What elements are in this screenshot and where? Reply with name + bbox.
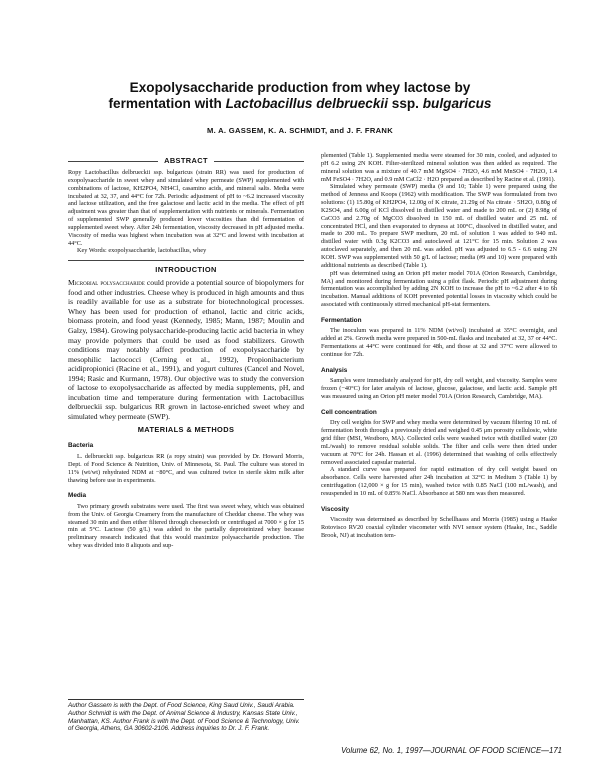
abstract-heading-text: ABSTRACT <box>164 156 208 165</box>
cell-concentration-text-1: Dry cell weights for SWP and whey media were determined by vacuum filtering 10 mL of fermentation broth through a previously dried and weighed 0.45 μm porosity cellulosic, white grid filter (MSI, Westboro, MA). Collected cells were washed twice with distilled water (20 mL/wash) to remove residual soluble solids. The filter and cells were then dried under vacuum at 70°C for 24h. Hassan et al. (1996) determined that washing of cells effectively removed associated capsular material. <box>321 419 557 466</box>
title-species: Lactobacillus delbrueckii <box>225 96 388 111</box>
viscosity-text: Viscosity was determined as described by Schellhaass and Morris (1985) using a Haake Rotovisco RV20 coaxial cylinder viscometer with NVI sensor system (Haake, Inc., Saddle Brook, NJ) at incubation tem- <box>321 516 557 539</box>
introduction-heading <box>68 266 304 274</box>
keywords: Key Words: exopolysaccharide, lactobacillus, whey <box>77 247 207 255</box>
right-column <box>321 152 557 540</box>
abstract-text: Ropy Lactobacillus delbrueckii ssp. bulgaricus (strain RR) was used for production of exopolysaccharide in sweet whey and simulated whey permeate (SWP) supplemented with combinations of lactose, KH2PO4, NH4Cl, casamino acids, and mineral salts. Media were incubated at 32, 37, and 44°C for 72h. Periodic adjustment of pH to ~6.2 increased viscosity and lactose utilization, and the free galactose and lactic acid in the media. The effect of pH adjustment was greater than that of supplementation with nutrients or minerals. Fermentation of supplemented SWP generally produced lower viscosities than did fermentation of supplemented sweet whey. After 24h fermentation, viscosity decreased in pH adjusted media. Viscosity of media was highest when incubation was at 32°C and lowest with incubation at 44°C. <box>68 169 304 247</box>
abstract-heading <box>68 157 304 165</box>
cell-concentration-text-2: A standard curve was prepared for rapid estimation of dry cell weight based on absorbance. Cells were harvested after 24h incubation at 32°C in Medium 3 (Table 1) by centrifugation (12,000 × g for 15 min), washed twice with 0.85 NaCl (100 mL/wash), and resuspended in 10 mL of 0.85% NaCl. Absorbance at 580 nm was then measured. <box>321 466 557 497</box>
methods-heading <box>68 426 304 434</box>
abstract-rule <box>68 260 304 261</box>
introduction-text <box>68 278 304 421</box>
left-column <box>68 152 304 550</box>
author-list: M. A. GASSEM, K. A. SCHMIDT, and J. F. FRANK <box>206 126 394 135</box>
media-continued-text: plemented (Table 1). Supplemented media were steamed for 30 min, cooled, and adjusted to pH 6.2 using 2N KOH. Filter-sterilized mineral solution was then added as required. The mineral solution was a mixture of 40.7 mM MgSO4 · 7H2O, 4.6 mM MnSO4 · 7H2O, 1.4 mM FeSO4 · 7H2O, and 0.9 mM CaCl2 · H2O prepared as described by Racine et al. (1991). <box>321 152 557 183</box>
media-text: Two primary growth substrates were used. The first was sweet whey, which was obtained from the Univ. of Georgia Creamery from the manufacture of Cheddar cheese. The whey was steamed 30 min and then either filtered through cheesecloth or centrifuged at 7000 × g for 15 min at 5°C. Lactose (50 g/L) was added to the partially deproteinized whey because preliminary research indicated that this would maximize polysaccharide production. The whey was divided into 8 aliquots and sup- <box>68 502 304 550</box>
introduction-body: could provide a potential source of biopolymers for food and other industries. Cheese whey is produced in high amounts and thus is readily available for use as a substrate for biotechnological processes. Whey has been used for production of ethanol, lactic and citric acids, biomass protein, and food yeast (Kennedy, 1985; Mann, 1987; Moulin and Galzy, 1984). Growing polysaccharide-producing lactic acid bacteria in whey may provide polymers that could be used as food stabilizers. Growth conditions may notably affect production of exopolysaccharide by mesophilic lactococci (Cerning et al., 1992), Propionibacterium acidipropionici (Racine et al., 1991), and yogurt cultures (Cancel and Novel, 1994; Rasic and Kurmann, 1978). Our objective was to study the conversion of lactose to exopolysaccharide as affected by media supplements, pH, and incubation time and temperature during fermentation with Lactobacillus delbrueckii ssp. bulgaricus RR grown in lactose-enriched sweet whey and simulated whey permeate (SWP). <box>68 278 304 421</box>
page-footer: Volume 62, No. 1, 1997—JOURNAL OF FOOD SCIENCE—171 <box>341 746 562 755</box>
title-subspecies: bulgaricus <box>422 96 492 111</box>
paper-title <box>40 80 560 112</box>
bacteria-text: L. delbrueckii ssp. bulgaricus RR (a ropy strain) was provided by Dr. Howard Morris, Dept. of Food Science & Nutrition, Univ. of Minnesota, St. Paul. The culture was stored in 11% (wt/wt) rehydrated NDM at −80°C, and was cultured twice in sterile skim milk after thawing before use in experiments. <box>68 452 304 484</box>
fermentation-text: The inoculum was prepared in 11% NDM (wt/vol) incubated at 35°C overnight, and added at 2%. Growth media were prepared in 500-mL flasks and incubated at 32, 37 or 44°C. Fermentations at 44°C were continued for 48h, and those at 32 and 37°C were allowed to continue for 72h. <box>321 327 557 358</box>
introduction-lead: Microbial polysaccharide <box>68 278 145 288</box>
viscosity-heading: Viscosity <box>321 505 349 513</box>
swp-text: Simulated whey permeate (SWP) media (9 and 10; Table 1) were prepared using the method of Jenness and Koops (1962) with modification. The SWP was formulated from two solutions: (1) 15.80g of KH2PO4, 12.00g of K citrate, 21.29g of Na citrate · 5H2O, 0.80g of K2SO4, and 6.00g of KCl dissolved in distilled water and made to 200 mL or (2) 8.98g of CaCO3 and 2.70g of MgCO3 dissolved in 150 mL of distilled water and 25 mL of concentrated HCl, and then evaporated to dryness at 100°C, dissolved in distilled water, and made to 200 mL. To prepare SWP medium, 20 mL of solution 1 was added to 940 mL distilled water with 0.3g K2CO3 and autoclaved at 121°C for 15 min. Solution 2 was autoclaved separately, and then 20 mL was added. pH was adjusted to 6.5 - 6.6 using 2N KOH. SWP was supplemented with 50 g/L of lactose; media (#9 and 10) were prepared with additional nutrients as described (Table 1). <box>321 183 557 269</box>
analysis-heading: Analysis <box>321 366 348 374</box>
fermentation-heading: Fermentation <box>321 316 362 324</box>
ph-text: pH was determined using an Orion pH meter model 701A (Orion Research, Cambridge, MA) and monitored during fermentation using a pilot flask. Periodic pH adjustment during fermentation was accomplished by adding 2N KOH to increase the pH to ~6.2 after 4 to 6h incubation. Manual additions of KOH prevented potential losses in viscosity which could be associated with continuously stirred mechanical pH-stat fermenters. <box>321 269 557 309</box>
cell-concentration-heading: Cell concentration <box>321 408 377 416</box>
title-line-2-prefix: fermentation with <box>108 96 226 111</box>
introduction-heading-text: INTRODUCTION <box>155 265 217 275</box>
title-line-2 <box>40 96 560 112</box>
title-ssp: ssp. <box>387 96 423 111</box>
analysis-text: Samples were immediately analyzed for pH, dry cell weight, and viscosity. Samples were frozen (−40°C) for later analysis of lactose, glucose, galactose, and lactic acid. Sample pH was measured using an Orion pH meter model 701A (Orion Research, Cambridge, MA). <box>321 377 557 400</box>
author-footnote: Author Gassem is with the Dept. of Food Science, King Saud Univ., Saudi Arabia. Author Schmidt is with the Dept. of Animal Science & Industry, Kansas State Univ., Manhattan, KS. Author Frank is with the Dept. of Food Science & Technology, Univ. of Georgia, Athens, GA 30602-2106. Address inquiries to Dr. J. F. Frank. <box>68 699 304 733</box>
media-heading: Media <box>68 492 87 500</box>
title-line-1: Exopolysaccharide production from whey lactose by <box>129 80 471 95</box>
methods-heading-text: MATERIALS & METHODS <box>137 425 235 435</box>
bacteria-heading: Bacteria <box>68 442 94 450</box>
